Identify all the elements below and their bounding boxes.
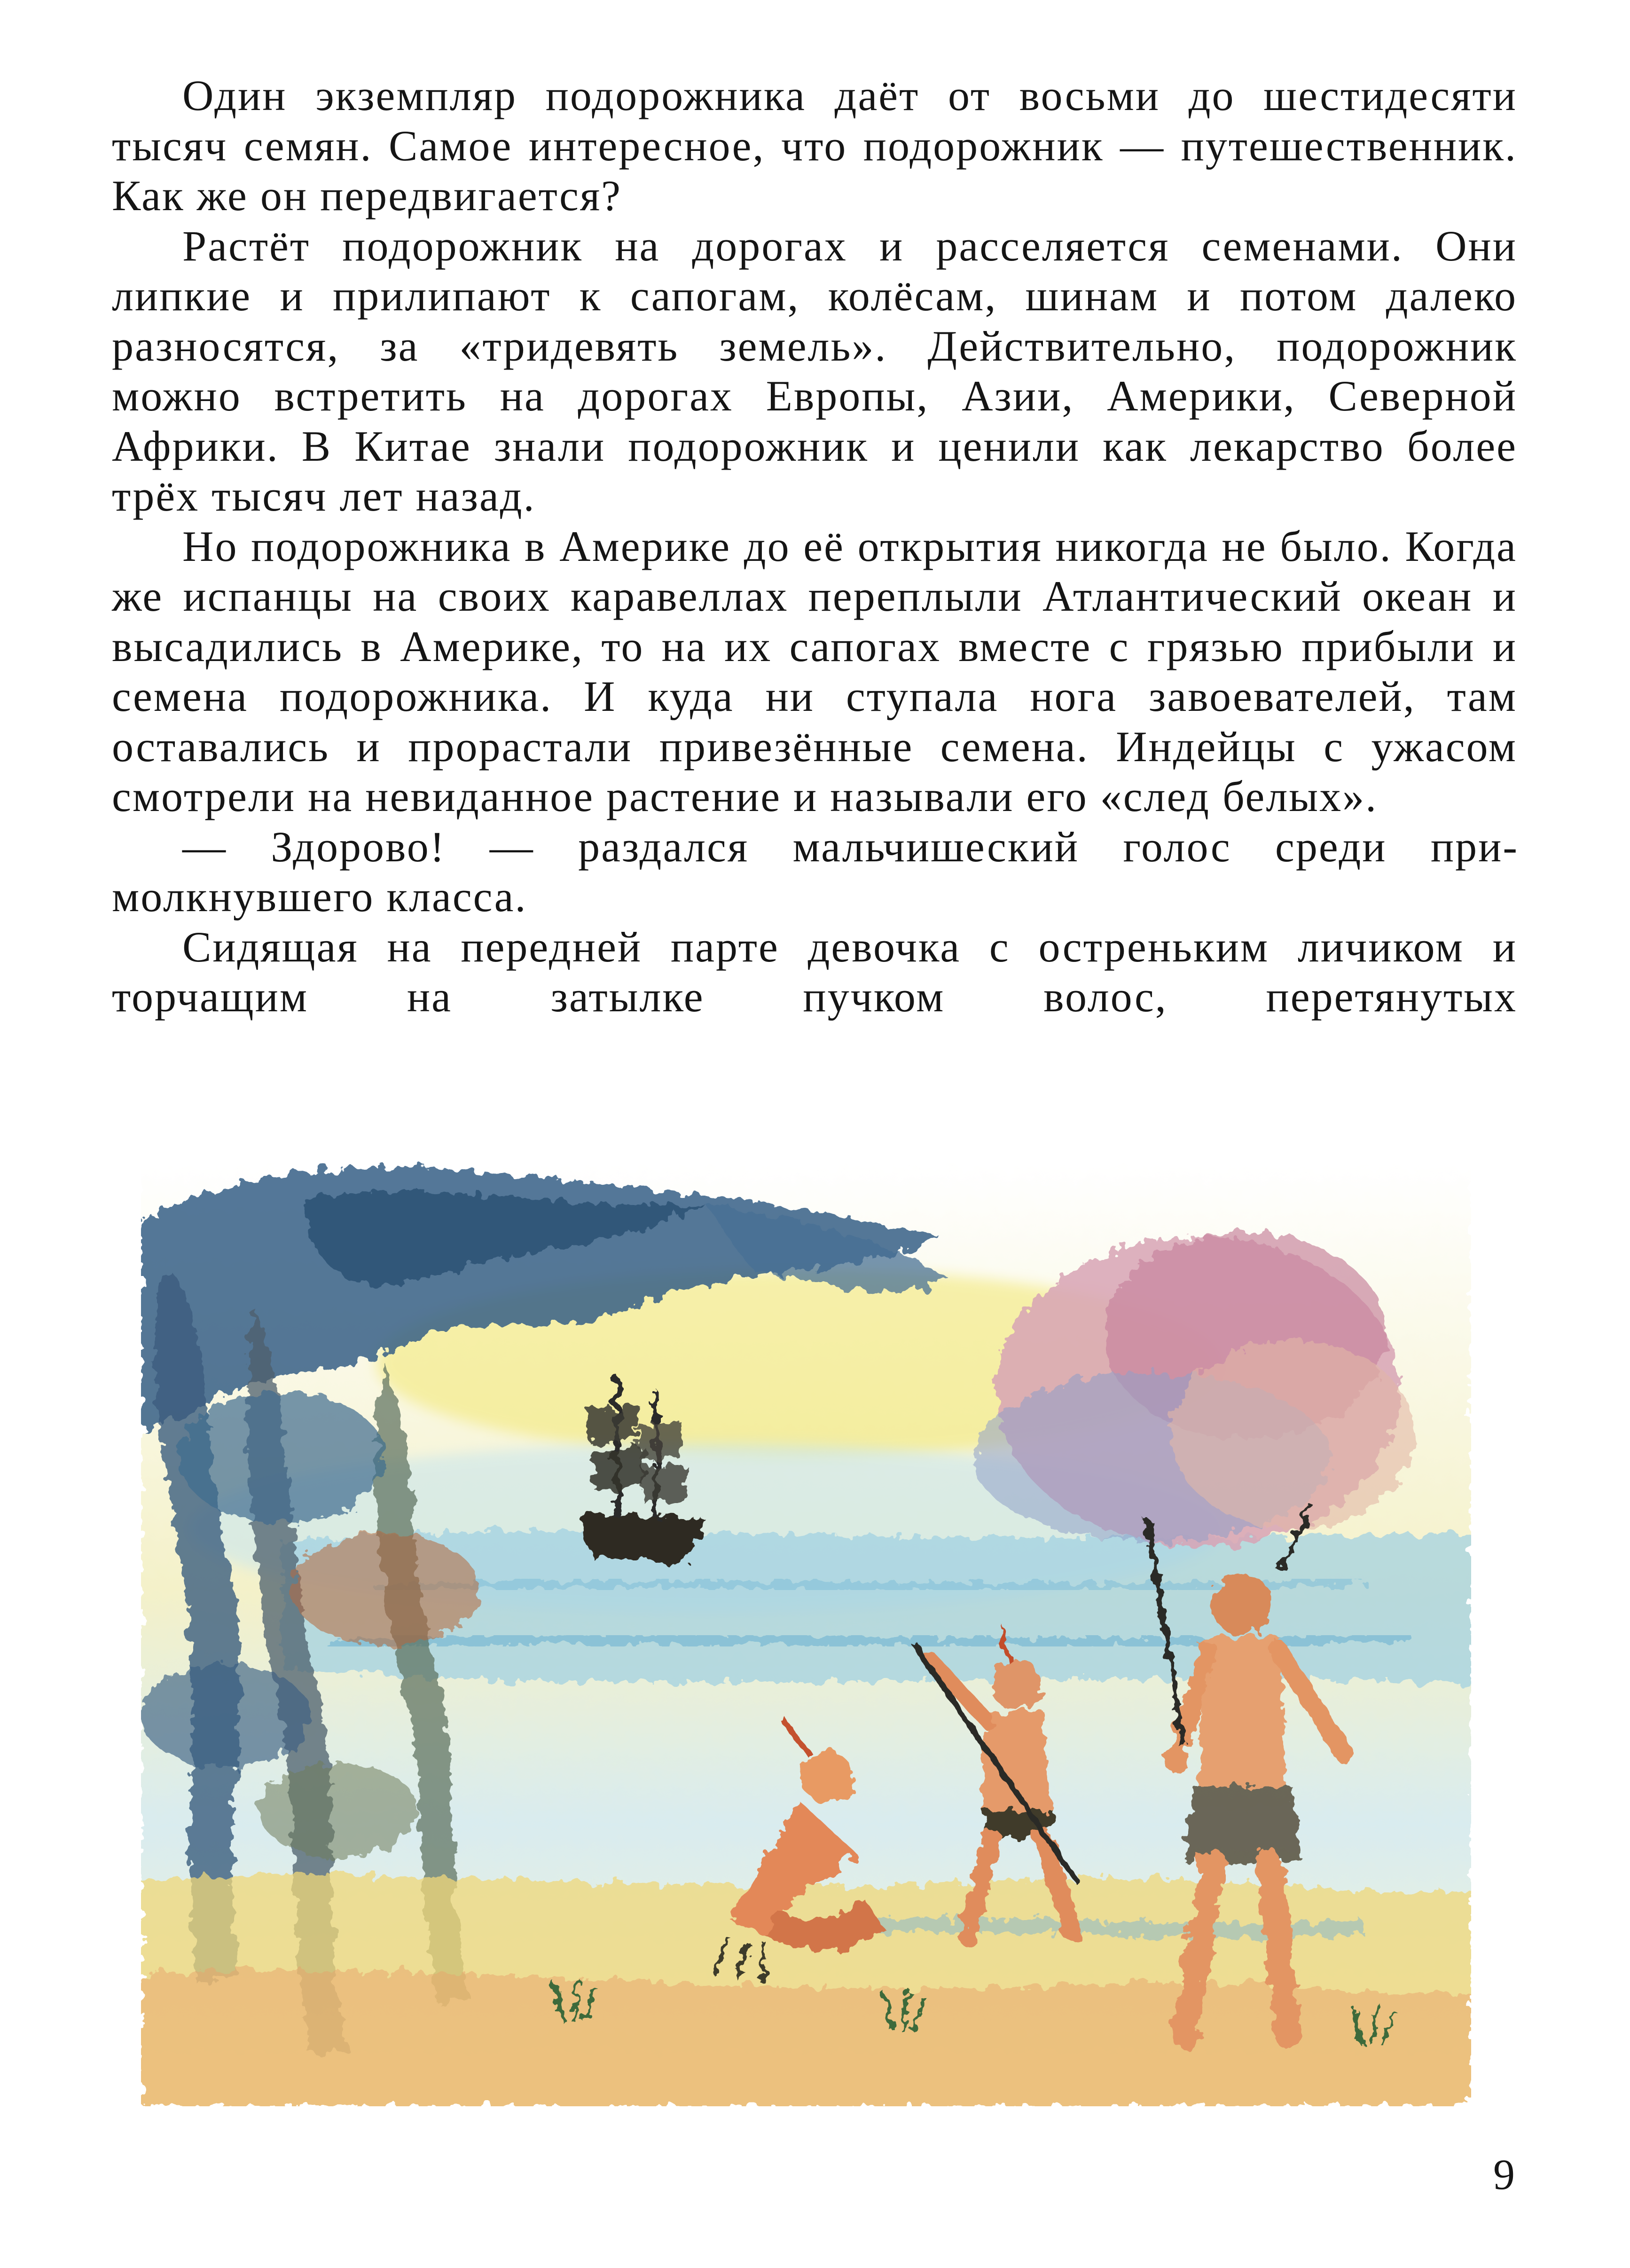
illustration-drawing [141,1128,1471,2106]
paragraph-1: Один экземпляр подорожника даёт от восьми до шестидесяти тысяч семян. Самое интересное, что подорожник — путешественник. Как же он передвигается? [112,71,1517,220]
paragraph-4: — Здорово! — раздался мальчишеский голос среди примолкнувшего класса. [112,822,1517,921]
illustration [141,1128,1471,2106]
paragraph-2: Растёт подорожник на дорогах и расселяется семенами. Они липкие и прилипают к сапогам, колёсам, шинам и потом далеко разносятся, за «тридевять земель». Действительно, подорожник можно встретить на дорогах Европы, Азии, Америки, Северной Африки. В Китае знали подорожник и ценили как лекарство более трёх тысяч лет назад. [112,221,1517,520]
text-body [112,71,1517,1022]
paragraph-3: Но подорожника в Америке до её открытия никогда не было. Когда же испанцы на своих каравеллах переплыли Атлантический океан и высадились в Америке, то на их сапогах вместе с грязью прибыли и семена подорожника. И куда ни ступала нога завоевателей, там оставались и прорастали привезённые семена. Индейцы с ужасом смотрели на невиданное растение и называли его «след белых». [112,522,1517,820]
paragraph-5: Сидящая на передней парте девочка с остреньким личиком и торчащим на затылке пучком волос, перетянутых [112,922,1517,1021]
page-number: 9 [1493,2150,1515,2198]
